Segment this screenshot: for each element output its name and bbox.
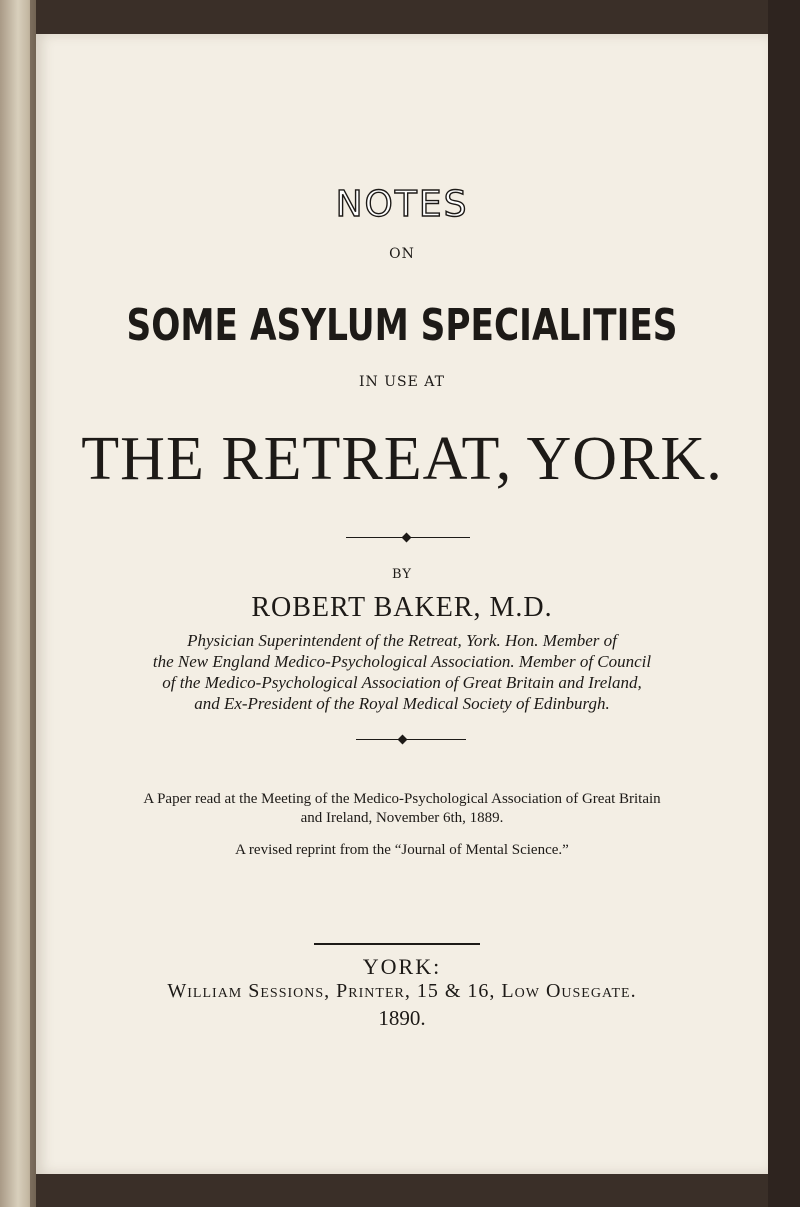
heading-notes: NOTES	[335, 184, 469, 225]
imprint-printer: William Sessions, Printer, 15 & 16, Low Ousegate.	[167, 980, 637, 1002]
bottom-margin	[36, 1172, 800, 1207]
title-page	[36, 34, 768, 1174]
paper-note-line: and Ireland, November 6th, 1889.	[300, 810, 504, 826]
right-margin	[768, 0, 800, 1207]
top-margin	[36, 0, 800, 34]
place-title: THE RETREAT, YORK.	[81, 425, 723, 493]
heading-by: BY	[392, 567, 412, 582]
reprint-note: A revised reprint from the “Journal of Mental Science.”	[235, 842, 569, 858]
credential-line: the New England Medico-Psychological Association. Member of Council	[152, 652, 652, 671]
author-name: ROBERT BAKER, M.D.	[251, 592, 553, 623]
main-title: SOME ASYLUM SPECIALITIES	[126, 300, 678, 351]
credential-line: of the Medico-Psychological Association of Great Britain and Ireland,	[162, 673, 642, 692]
heading-in-use-at: IN USE AT	[359, 374, 445, 390]
divider-ornament-2	[398, 735, 408, 745]
credential-line: and Ex-President of the Royal Medical Society of Edinburgh.	[194, 694, 610, 713]
paper-note-line: A Paper read at the Meeting of the Medico-Psychological Association of Great Britain	[143, 791, 661, 807]
heading-on: ON	[389, 246, 415, 262]
imprint-city: YORK:	[362, 954, 442, 979]
imprint-rule	[314, 943, 480, 945]
divider-rule-2	[356, 739, 466, 740]
imprint-year: 1890.	[378, 1006, 426, 1030]
credential-line: Physician Superintendent of the Retreat, York. Hon. Member of	[187, 631, 617, 650]
divider-ornament-1	[402, 533, 412, 543]
